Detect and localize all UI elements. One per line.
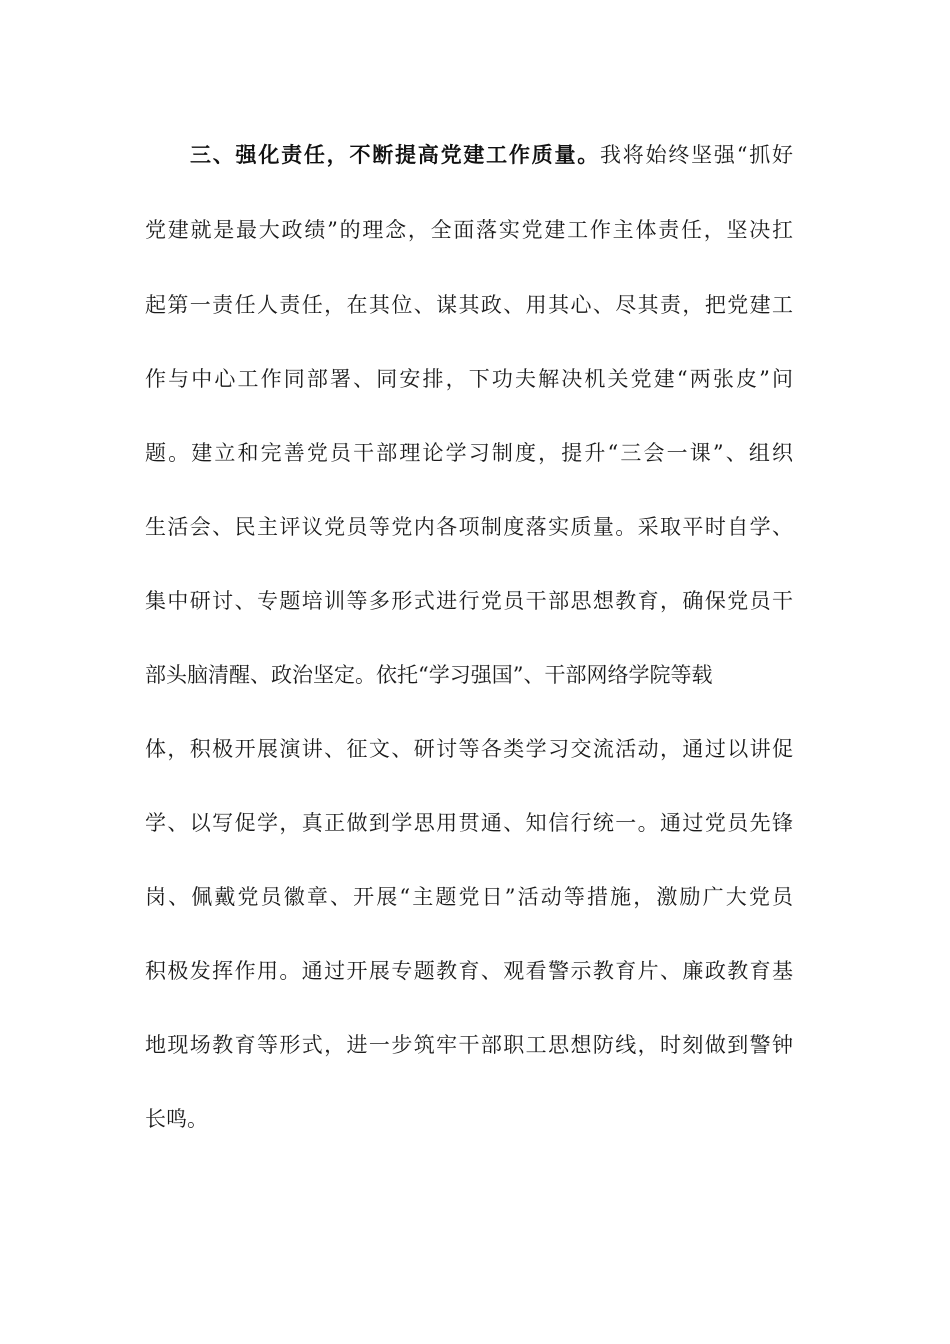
paragraph-line-7: 集中研讨、专题培训等多形式进行党员干部思想教育，确保党员干 bbox=[145, 589, 793, 613]
paragraph-line-1 bbox=[190, 135, 793, 175]
paragraph-line-11: 岗、佩戴党员徽章、开展“主题党日”活动等措施，激励广大党员 bbox=[145, 885, 793, 909]
paragraph-line-12: 积极发挥作用。通过开展专题教育、观看警示教育片、廉政教育基 bbox=[145, 959, 793, 983]
paragraph-line-4: 作与中心工作同部署、同安排，下功夫解决机关党建“两张皮”问 bbox=[145, 367, 793, 391]
paragraph-line-14: 长鸣。 bbox=[145, 1107, 208, 1131]
paragraph-line-10: 学、以写促学，真正做到学思用贯通、知信行统一。通过党员先锋 bbox=[145, 811, 793, 835]
paragraph-line-3: 起第一责任人责任，在其位、谋其政、用其心、尽其责，把党建工 bbox=[145, 293, 793, 317]
paragraph-line-5: 题。建立和完善党员干部理论学习制度，提升“三会一课”、组织 bbox=[145, 441, 793, 465]
paragraph-line-13: 地现场教育等形式，进一步筑牢干部职工思想防线，时刻做到警钟 bbox=[145, 1033, 793, 1057]
paragraph-line-6: 生活会、民主评议党员等党内各项制度落实质量。采取平时自学、 bbox=[145, 515, 793, 539]
paragraph-line-8: 部头脑清醒、政治坚定。依托“学习强国”、干部网络学院等载 bbox=[145, 663, 713, 687]
paragraph-line-2: 党建就是最大政绩”的理念，全面落实党建工作主体责任，坚决扛 bbox=[145, 218, 793, 242]
paragraph-line-9: 体，积极开展演讲、征文、研讨等各类学习交流活动，通过以讲促 bbox=[145, 737, 793, 761]
paragraph-line-1-text: 我将始终坚强“抓好 bbox=[600, 143, 793, 167]
section-heading: 三、强化责任，不断提高党建工作质量。 bbox=[190, 142, 601, 167]
